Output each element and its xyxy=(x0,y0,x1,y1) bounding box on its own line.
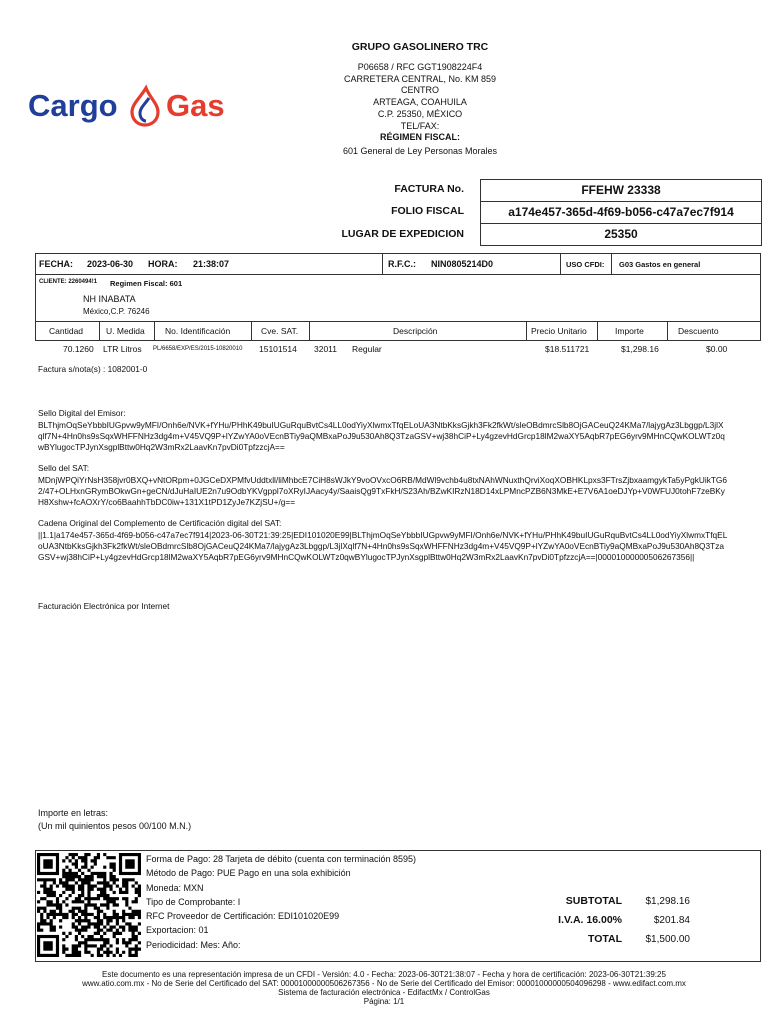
client-id: CLIENTE: 2260494!1 xyxy=(39,279,98,285)
client-location: México,C.P. 76246 xyxy=(83,307,150,316)
payment-line: Tipo de Comprobante: I xyxy=(146,896,241,907)
lugar-value: 25350 xyxy=(480,223,762,246)
rfc-value: NIN0805214D0 xyxy=(431,259,494,269)
flame-drop-icon xyxy=(132,88,158,125)
cell-cve-sat: 15101514 xyxy=(259,344,297,354)
issuer-line: P06658 / RFC GGT1908224F4 xyxy=(357,62,483,72)
col-header: No. Identificación xyxy=(165,326,231,336)
sello-emisor-label: Sello Digital del Emisor: xyxy=(38,408,126,418)
importe-letras xyxy=(38,807,191,833)
fecha-label: FECHA: xyxy=(39,259,73,269)
importe-letras-label: Importe en letras: xyxy=(38,808,109,818)
cadena-original: ||1.1|a174e457-365d-4f69-b056-c47a7ec7f914|2023-06-30T21:39:25|EDI101020E99|BLThjmOqSeYbbbIUGpvw9yMFI/Onh6e/NVK+fYHu/PHhK49buIUGuRquBvtCs4LL0odYiyXlwmxTfqELoUA3NtbKksGjkh3Fk2fkWt/sleOBdmrcSlb8OjGACeuQ24KMa7/lajygAz3Lbggp/L3jlXqlf7N+4Hn0hs9sSqxWHFFNHz3dg4m+V45VQ9P+lYZwYA0oVEcnBTiy9aQMBxaPoJ9u530Ah8Q3TzaGSV+wj38hCiP+Ly4gzevHdGrcp18lM2waXY5AqbR7pEG6yrv9MHnCQwKOLWTz0qwBYlugocTPJynXsgplBttw0Hq2W3mRx2LaavKn7pvDi0TpfzzcjA==|00001000000506267356|| xyxy=(38,530,728,563)
issuer-address xyxy=(300,62,540,158)
logo-text-cargo: Cargo xyxy=(28,88,118,123)
regimen-value: 601 General de Ley Personas Morales xyxy=(342,145,498,156)
client-name: NH INABATA xyxy=(83,294,136,304)
cargogas-logo xyxy=(28,80,238,132)
payment-details xyxy=(146,852,416,952)
issuer-line: CENTRO xyxy=(401,85,439,96)
factura-value: FFEHW 23338 xyxy=(480,179,762,202)
issuer-line: CARRETERA CENTRAL, No. KM 859 xyxy=(343,73,497,84)
payment-line: Exportacion: 01 xyxy=(146,925,209,936)
lugar-label: LUGAR DE EXPEDICION xyxy=(341,228,464,240)
qr-code xyxy=(37,853,141,959)
cell-importe: $1,298.16 xyxy=(621,344,659,354)
total-label: TOTAL xyxy=(587,933,622,945)
cell-descuento: $0.00 xyxy=(706,344,728,354)
client-regimen: Regimen Fiscal: 601 xyxy=(110,279,183,288)
footer xyxy=(0,970,768,1006)
payment-line: Moneda: MXN xyxy=(146,882,204,893)
importe-letras-value: (Un mil quinientos pesos 00/100 M.N.) xyxy=(38,821,192,831)
items-table-header xyxy=(35,321,761,341)
uso-cfdi-value: G03 Gastos en general xyxy=(619,260,701,269)
meta-row xyxy=(35,253,761,275)
col-header: Descuento xyxy=(678,326,719,336)
col-header: Importe xyxy=(615,326,644,336)
col-header: Descripción xyxy=(393,326,438,336)
cadena-label: Cadena Original del Complemento de Certificación digital del SAT: xyxy=(38,518,282,528)
col-header: Precio Unitario xyxy=(531,326,587,336)
sello-sat: MDnjWPQiYrNsH358jvr0BXQ+vNtORpm+0JGCeDXPMfvUddtxll/liMhbcE7CiH8sWJkY9voOVxcO6RB/MdWl9vchb4u8txNAhWNuxthQrviXoqXOBHKLpxs3FTrsZjbxaamgykTa5yPgkUikTG62/47+OLHxnGRymBOkwGn+geCN/dJuHaIUE2n7u9OdbYKVgppl7oXRyIJAacy4y/SaaisQg9TxFkH/S23Ah/BZwKIRzN18D14xLPMncPZB6N3MkE+E7V6A1oeDJYp+V0WFUJ0tohF7zeBKyH8Xshw+fcAOXrY/co6BaahhTbDC0iw+131X1tPD1ZyJe7KZjSU+/g== xyxy=(38,475,727,508)
sello-sat-label: Sello del SAT: xyxy=(38,463,90,473)
iva-value: $201.84 xyxy=(653,915,690,926)
facturacion-electronica: Facturación Electrónica por Internet xyxy=(38,601,170,611)
cell-precio: $18.511721 xyxy=(545,344,590,354)
col-header: Cve. SAT. xyxy=(261,326,299,336)
cell-code: 32011 xyxy=(314,344,338,354)
sello-emisor: BLThjmOqSeYbbbIUGpvw9yMFI/Onh6e/NVK+fYHu/PHhK49buIUGuRquBvtCs4LL0odYiyXlwmxTfqELoUA3NtbKksGjkh3Fk2fkWt/sleOBdmrcSlb8OjGACeuQ24KMa7/lajygAz3Lbggp/L3jlXqlf7N+4Hn0hs9sSqxWHFFNHz3dg4m+V45VQ9P+lYZwYA0oVEcnBTiy9aQMBxaPoJ9u530Ah8Q3TzaGSV+wj38hCiP+Ly4gzevHdGrcp18lM2waXY5AqbR7pEG6yrv9MHnCQwKOLWTz0qwBYlugocTPJynXsgplBttw0Hq2W3mRx2LaavKn7pvDi0TpfzzcjA== xyxy=(38,420,725,453)
cell-cantidad: 70.1260 xyxy=(63,344,94,354)
uso-cfdi-label: USO CFDI: xyxy=(566,260,605,269)
footer-line: Sistema de facturación electrónica - EdifactMx / ControlGas xyxy=(278,988,490,997)
nota: Factura s/nota(s) : 1082001-0 xyxy=(38,364,148,374)
regimen-label: RÉGIMEN FISCAL: xyxy=(380,132,460,143)
issuer-name: GRUPO GASOLINERO TRC xyxy=(351,41,489,53)
hora-label: HORA: xyxy=(148,259,178,269)
folio-value: a174e457-365d-4f69-b056-c47a7ec7f914 xyxy=(480,201,762,224)
logo-text-gas: Gas xyxy=(166,88,225,123)
footer-line: Página: 1/1 xyxy=(363,997,405,1006)
factura-label: FACTURA No. xyxy=(394,183,464,195)
col-header: Cantidad xyxy=(49,326,84,336)
cell-descripcion: Regular xyxy=(352,344,382,354)
rfc-label: R.F.C.: xyxy=(388,259,416,269)
total-value: $1,500.00 xyxy=(645,934,690,945)
issuer-line: TEL/FAX: xyxy=(400,120,440,131)
subtotal-value: $1,298.16 xyxy=(645,896,690,907)
payment-line: Periodicidad: Mes: Año: xyxy=(146,939,241,950)
payment-line: Método de Pago: PUE Pago en una sola exhibición xyxy=(146,868,351,879)
cell-unidad: LTR Litros xyxy=(103,344,142,354)
hora-value: 21:38:07 xyxy=(193,259,230,269)
issuer-line: C.P. 25350, MÉXICO xyxy=(377,108,463,119)
footer-line: www.atio.com.mx - No de Serie del Certificado del SAT: 00001000000506267356 - No de Serie del Certificado del Emisor: 00001000000504096298 - www.edifact.com.mx xyxy=(82,979,686,988)
client-box xyxy=(35,274,761,322)
cell-identificacion: PL/6658/EXP/ES/2015-10820010 xyxy=(153,346,243,352)
fecha-value: 2023-06-30 xyxy=(87,259,134,269)
payment-line: RFC Proveedor de Certificación: EDI101020E99 xyxy=(146,911,340,922)
folio-label: FOLIO FISCAL xyxy=(391,205,464,217)
payment-line: Forma de Pago: 28 Tarjeta de débito (cuenta con terminación 8595) xyxy=(146,854,416,864)
col-header: U. Medida xyxy=(106,326,145,336)
subtotal-label: SUBTOTAL xyxy=(565,895,622,907)
issuer-line: ARTEAGA, COAHUILA xyxy=(373,97,467,108)
footer-line: Este documento es una representación impresa de un CFDI - Versión: 4.0 - Fecha: 2023-06-30T21:38:07 - Fecha y hora de certificación: 2023-06-30T21:39:25 xyxy=(102,970,666,979)
iva-label: I.V.A. 16.00% xyxy=(558,914,622,926)
